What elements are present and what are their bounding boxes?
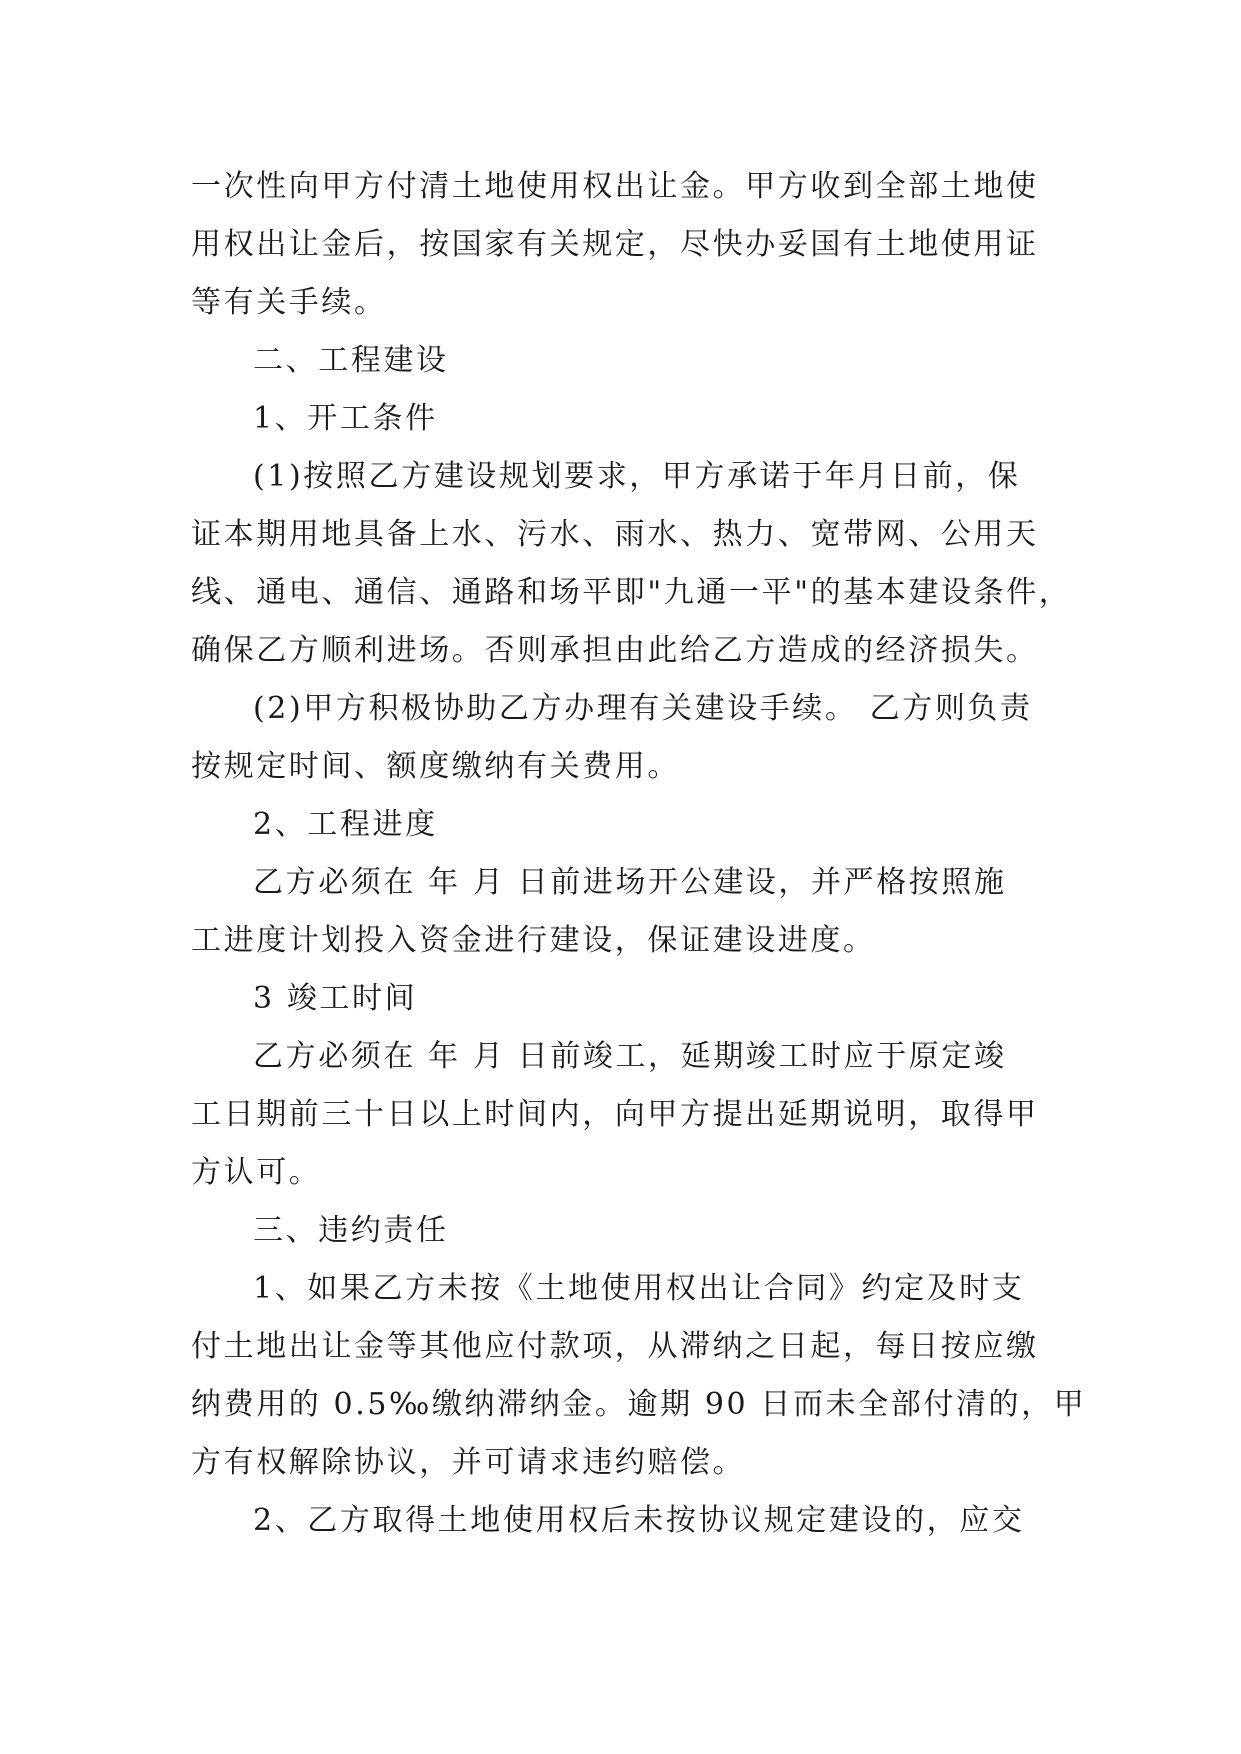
paragraph-line: 证本期用地具备上水、污水、雨水、热力、宽带网、公用天 bbox=[191, 517, 1039, 552]
paragraph-line: 三、违约责任 bbox=[253, 1213, 449, 1248]
paragraph-line: 二、工程建设 bbox=[253, 343, 449, 378]
paragraph-line: 乙方必须在 年 月 日前进场开公建设，并严格按照施 bbox=[253, 865, 1007, 900]
paragraph-line: (2)甲方积极协助乙方办理有关建设手续。 乙方则负责 bbox=[253, 691, 1033, 726]
paragraph-line: 工日期前三十日以上时间内，向甲方提出延期说明，取得甲 bbox=[191, 1097, 1039, 1132]
paragraph-line: 方有权解除协议，并可请求违约赔偿。 bbox=[191, 1445, 746, 1480]
paragraph-line: 方认可。 bbox=[191, 1155, 322, 1190]
paragraph-line: 纳费用的 0.5‰缴纳滞纳金。逾期 90 日而未全部付清的，甲 bbox=[191, 1387, 1087, 1422]
paragraph-line: 1、开工条件 bbox=[253, 401, 438, 436]
paragraph-line: 2、乙方取得土地使用权后未按协议规定建设的，应交 bbox=[253, 1503, 1025, 1538]
paragraph-line: 付土地出让金等其他应付款项，从滞纳之日起，每日按应缴 bbox=[191, 1329, 1039, 1364]
paragraph-line: 一次性向甲方付清土地使用权出让金。甲方收到全部土地使 bbox=[191, 169, 1039, 204]
paragraph-line: 3 竣工时间 bbox=[253, 981, 418, 1016]
paragraph-line: 1、如果乙方未按《土地使用权出让合同》约定及时支 bbox=[253, 1271, 1025, 1306]
paragraph-line: 等有关手续。 bbox=[191, 285, 387, 320]
paragraph-line: 确保乙方顺利进场。否则承担由此给乙方造成的经济损失。 bbox=[191, 633, 1039, 668]
paragraph-line: 工进度计划投入资金进行建设，保证建设进度。 bbox=[191, 923, 876, 958]
paragraph-line: 按规定时间、额度缴纳有关费用。 bbox=[191, 749, 680, 784]
paragraph-line: (1)按照乙方建设规划要求，甲方承诺于年月日前，保 bbox=[253, 459, 1021, 494]
paragraph-line: 乙方必须在 年 月 日前竣工，延期竣工时应于原定竣 bbox=[253, 1039, 1007, 1074]
paragraph-line: 用权出让金后，按国家有关规定，尽快办妥国有土地使用证 bbox=[191, 227, 1039, 262]
paragraph-line: 2、工程进度 bbox=[253, 807, 438, 842]
paragraph-line: 线、通电、通信、通路和场平即"九通一平"的基本建设条件， bbox=[191, 575, 1072, 610]
document-body bbox=[191, 158, 1087, 1550]
